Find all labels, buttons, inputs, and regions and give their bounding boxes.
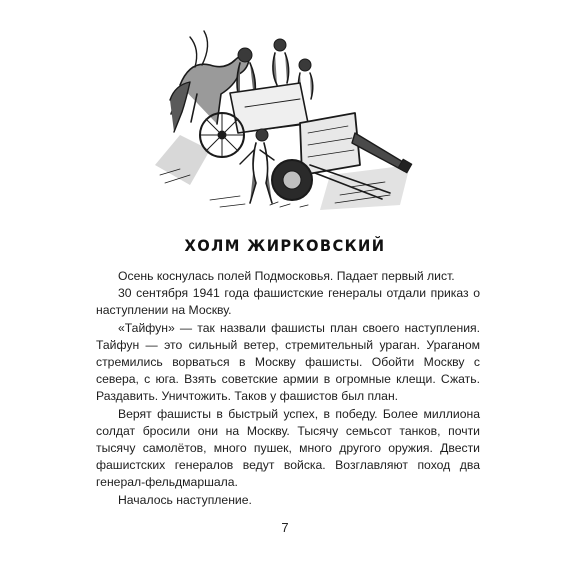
- page-number: 7: [281, 520, 289, 535]
- chapter-title: ХОЛМ ЖИРКОВСКИЙ: [184, 236, 386, 255]
- paragraph: Верят фашисты в быстрый успех, в победу. Более миллиона солдат бросили они на Москву. Тысячу семьсот танков, почти тысячу самолётов, много пушек, много другого оружия. Двести фашистских генералов ведут войска. Возглавляют поход два генерал-фельдмаршала.: [96, 406, 480, 490]
- artillery-illustration: [150, 15, 420, 215]
- paragraph: Началось наступление.: [118, 492, 252, 507]
- paragraph: «Тайфун» — так назвали фашисты план своего наступления. Тайфун — это сильный ветер, стремительный ураган. Ураганом стремились ворваться в Москву фашисты. Обойти Москву с севера, с юга. Взять советские армии в огромные клещи. Сжать. Раздавить. Уничтожить. Таков у фашистов был план.: [96, 320, 480, 404]
- paragraph: 30 сентября 1941 года фашистские генералы отдали приказ о наступлении на Москву.: [96, 286, 480, 318]
- paragraph: Осень коснулась полей Подмосковья. Падает первый лист.: [118, 269, 455, 283]
- body-text: [96, 268, 480, 509]
